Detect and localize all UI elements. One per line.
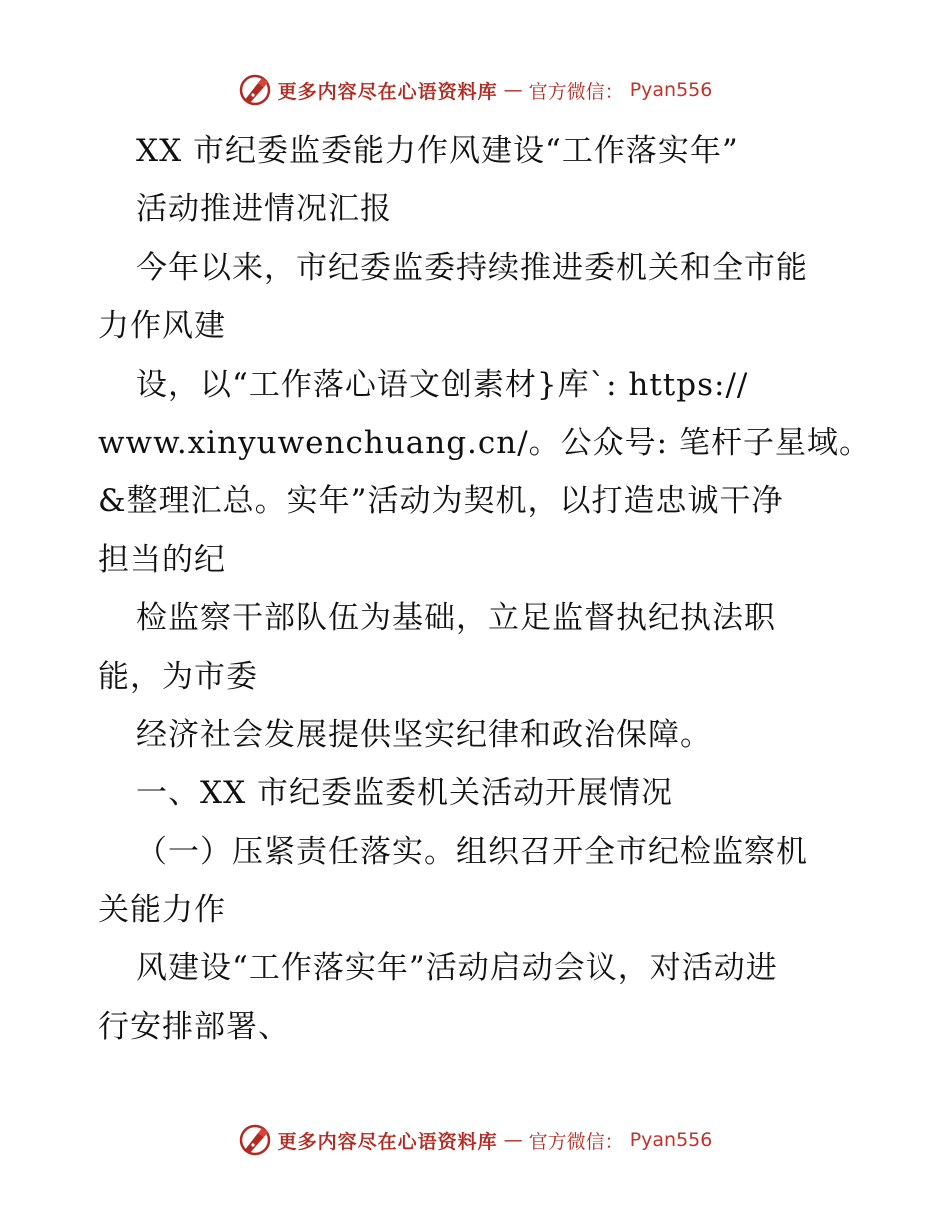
paragraph-line: 力作风建 xyxy=(98,308,226,345)
pen-nib-logo-icon xyxy=(238,1123,272,1157)
pen-nib-logo-icon xyxy=(238,73,272,107)
paragraph-line: 经济社会发展提供坚实纪律和政治保障。 xyxy=(136,716,712,753)
paragraph-line: 行安排部署、 xyxy=(98,1008,290,1045)
watermark-wechat-label: 官方微信： xyxy=(528,80,624,103)
document-body xyxy=(98,122,871,1056)
paragraph-line: www.xinyuwenchuang.cn/。公众号: 笔杆子星域。 xyxy=(98,424,871,461)
watermark-wechat-id: Pyan556 xyxy=(629,1129,713,1151)
watermark-separator: — xyxy=(503,1129,523,1151)
section-heading: 一、XX 市纪委监委机关活动开展情况 xyxy=(136,775,673,812)
paragraph-line: 能，为市委 xyxy=(98,658,258,695)
paragraph-line: 设，以“工作落心语文创素材}库`: https:// xyxy=(136,366,749,403)
watermark-wechat-label: 官方微信： xyxy=(528,1130,624,1153)
watermark-text: 更多内容尽在心语资料库 xyxy=(277,1130,498,1153)
paragraph-line: 今年以来，市纪委监委持续推进委机关和全市能 xyxy=(136,249,808,286)
paragraph-line: 担当的纪 xyxy=(98,541,226,578)
doc-title-line-1: XX 市纪委监委能力作风建设“工作落实年” xyxy=(136,133,739,169)
footer-watermark xyxy=(0,1120,950,1160)
watermark-separator: — xyxy=(503,79,523,101)
paragraph-line: 关能力作 xyxy=(98,892,226,929)
paragraph-line: （一）压紧责任落实。组织召开全市纪检监察机 xyxy=(136,833,808,870)
watermark-text: 更多内容尽在心语资料库 xyxy=(277,80,498,103)
watermark-wechat-id: Pyan556 xyxy=(629,79,713,101)
paragraph-line: 风建设“工作落实年”活动启动会议，对活动进 xyxy=(136,950,778,987)
paragraph-line: 检监察干部队伍为基础，立足监督执纪执法职 xyxy=(136,600,776,637)
doc-title-line-2: 活动推进情况汇报 xyxy=(136,191,392,228)
paragraph-line: &整理汇总。实年”活动为契机，以打造忠诚干净 xyxy=(98,483,784,520)
header-watermark xyxy=(0,70,950,110)
